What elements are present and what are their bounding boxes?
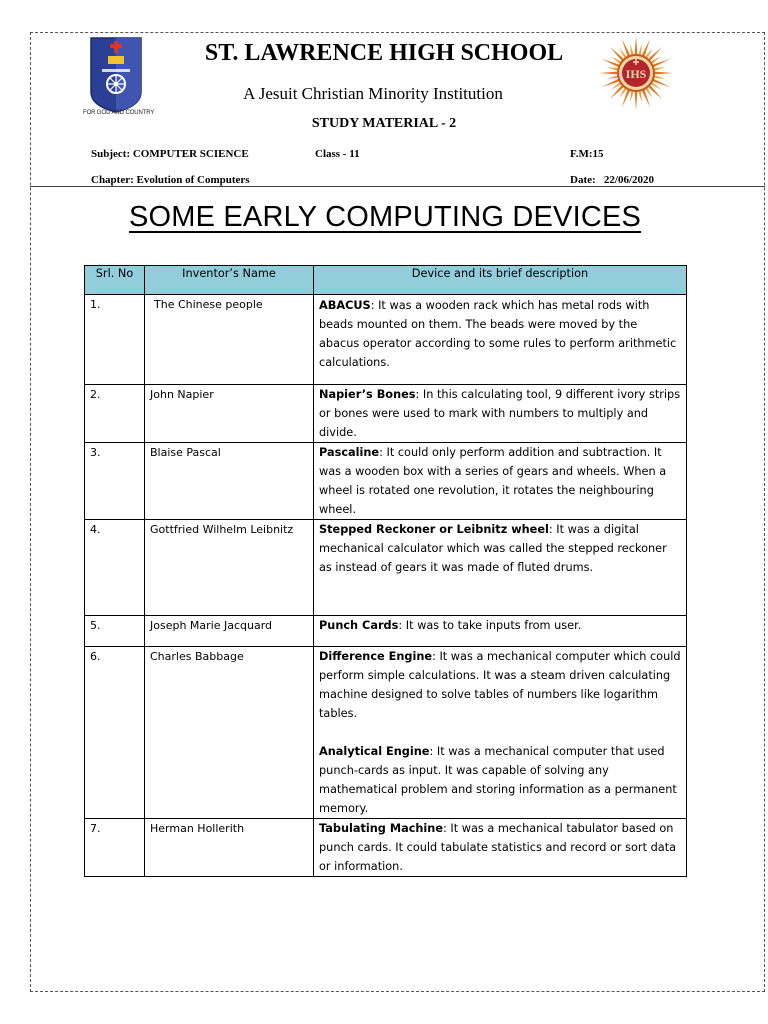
svg-text:IHS: IHS [625, 67, 647, 81]
device-description: : It was a mechanical computer that used punch-cards as input. It was capable of solving any mathematical problem and storing information as a permanent memory. [319, 745, 677, 815]
table-row [85, 443, 687, 520]
inventor-name-cell: Charles Babbage [145, 647, 314, 819]
subject-label: Subject: COMPUTER SCIENCE [91, 148, 249, 160]
school-name: ST. LAWRENCE HIGH SCHOOL [204, 40, 564, 66]
device-name: ABACUS [319, 299, 371, 312]
column-header-device: Device and its brief description [314, 266, 687, 295]
device-description-cell [314, 647, 687, 819]
inventor-name-cell: The Chinese people [145, 295, 314, 385]
serial-number-cell: 5. [85, 616, 145, 647]
table-row [85, 616, 687, 647]
device-description: : It was a digital mechanical calculator which was called the stepped reckoner as instead of gears it was made of fluted drums. [319, 523, 667, 574]
chapter-label: Chapter: Evolution of Computers [91, 174, 250, 186]
school-motto: FOR GOD AND COUNTRY [83, 110, 155, 116]
device-paragraph [319, 819, 681, 876]
device-description: : It could only perform addition and subtraction. It was a wooden box with a series of gears and wheels. When a wheel is rotated one revolution, it rotates the neighbouring wheel. [319, 446, 667, 516]
device-description-cell [314, 443, 687, 520]
device-paragraph [319, 520, 681, 577]
device-name: Napier’s Bones [319, 388, 416, 401]
seal-ray [599, 71, 619, 74]
seal-ray [653, 71, 673, 74]
device-paragraph [319, 296, 681, 372]
device-description: : It was a wooden rack which has metal rods with beads mounted on them. The beads were moved by the abacus operator according to some rules to perform arithmetic calculations. [319, 299, 677, 369]
table-row [85, 819, 687, 877]
device-name: Pascaline [319, 446, 380, 459]
device-paragraph [319, 647, 681, 723]
header-divider [30, 186, 765, 187]
device-paragraph [319, 385, 681, 442]
serial-number-cell: 3. [85, 443, 145, 520]
serial-number-cell: 4. [85, 520, 145, 616]
column-header-inventor: Inventor’s Name [145, 266, 314, 295]
column-header-srl: Srl. No [85, 266, 145, 295]
device-description: : It was to take inputs from user. [398, 619, 582, 632]
inventor-name-cell: John Napier [145, 385, 314, 443]
inventor-name-cell: Joseph Marie Jacquard [145, 616, 314, 647]
device-name: Tabulating Machine [319, 822, 444, 835]
device-description-cell [314, 616, 687, 647]
study-material-heading: STUDY MATERIAL - 2 [311, 116, 457, 131]
class-label: Class - 11 [315, 148, 360, 160]
device-name: Difference Engine [319, 650, 433, 663]
table-row [85, 520, 687, 616]
device-name: Analytical Engine [319, 745, 430, 758]
serial-number-cell: 2. [85, 385, 145, 443]
inventor-name-cell: Blaise Pascal [145, 443, 314, 520]
device-paragraph [319, 443, 681, 519]
serial-number-cell: 6. [85, 647, 145, 819]
device-description: : In this calculating tool, 9 different ivory strips or bones were used to mark with numbers to multiply and divide. [319, 388, 681, 439]
full-marks-label: F.M:15 [570, 148, 604, 160]
inventor-name-cell: Herman Hollerith [145, 819, 314, 877]
device-name: Stepped Reckoner or Leibnitz wheel [319, 523, 549, 536]
date-label: Date: 22/06/2020 [570, 174, 655, 186]
institution-subtitle: A Jesuit Christian Minority Institution [243, 84, 503, 103]
table-row [85, 295, 687, 385]
serial-number-cell: 1. [85, 295, 145, 385]
page-title: SOME EARLY COMPUTING DEVICES [128, 201, 642, 233]
paragraph-gap [319, 723, 681, 742]
table-row [85, 647, 687, 819]
device-name: Punch Cards [319, 619, 399, 632]
device-paragraph [319, 742, 681, 818]
device-description: : It was a mechanical computer which could perform simple calculations. It was a steam driven calculating machine designed to solve tables of numbers like logarithm tables. [319, 650, 681, 720]
table-header-row [85, 266, 687, 295]
inventor-name-cell: Gottfried Wilhelm Leibnitz [145, 520, 314, 616]
device-description-cell [314, 520, 687, 616]
device-paragraph [319, 616, 681, 635]
devices-table [84, 265, 687, 877]
device-description: : It was a mechanical tabulator based on punch cards. It could tabulate statistics and record or sort data or information. [319, 822, 677, 873]
device-description-cell [314, 385, 687, 443]
device-description-cell [314, 819, 687, 877]
table-row [85, 385, 687, 443]
serial-number-cell: 7. [85, 819, 145, 877]
device-description-cell [314, 295, 687, 385]
